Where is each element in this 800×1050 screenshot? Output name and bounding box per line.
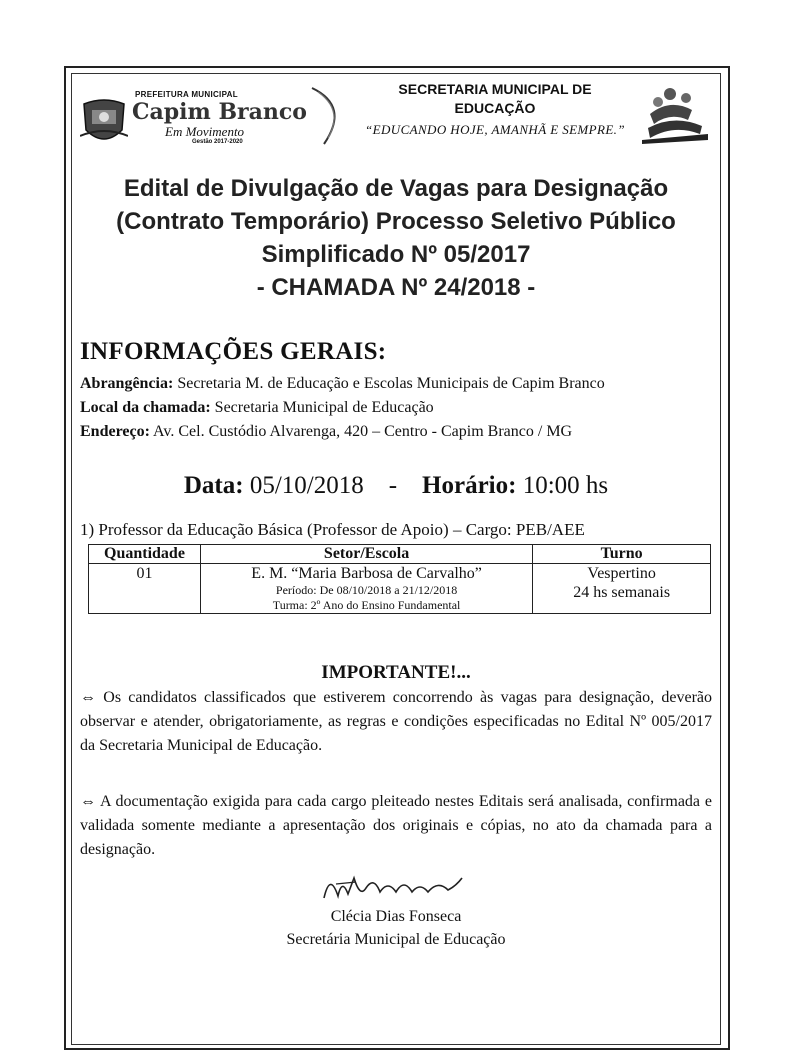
signer-name: Clécia Dias Fonseca (330, 908, 462, 925)
title-line-4: - CHAMADA Nº 24/2018 - (256, 274, 536, 301)
edital-title (76, 172, 716, 304)
vagas-table (88, 544, 711, 614)
swoosh-decoration-icon (310, 86, 350, 156)
prefeitura-logo (80, 86, 340, 166)
carga-horaria: 24 hs semanais (573, 584, 671, 601)
abrangencia-label: Abrangência: (80, 375, 174, 392)
secretaria-line-2: EDUCAÇÃO (454, 100, 536, 116)
city-name: Capim Branco (132, 99, 307, 125)
info-block (80, 372, 605, 444)
table-header-row (89, 545, 711, 564)
abrangencia-value: Secretaria M. de Educação e Escolas Municipais de Capim Branco (177, 375, 605, 392)
city-slogan: Em Movimento (165, 124, 245, 139)
horario-value: 10:00 hs (522, 472, 609, 499)
data-value: 05/10/2018 (249, 472, 364, 499)
title-line-2: (Contrato Temporário) Processo Seletivo Público (116, 208, 676, 235)
header-quantidade: Quantidade (89, 545, 201, 564)
local-label: Local da chamada: (80, 399, 211, 416)
important-paragraph-1 (80, 686, 712, 758)
endereco-line (80, 420, 605, 444)
schedule-separator: - (388, 472, 398, 499)
signer-role: Secretária Municipal de Educação (286, 931, 506, 948)
education-figures-icon (640, 84, 710, 146)
endereco-label: Endereço: (80, 423, 150, 440)
endereco-value: Av. Cel. Custódio Alvarenga, 420 – Centro - Capim Branco / MG (153, 423, 573, 440)
turma-text: Turma: 2º Ano do Ensino Fundamental (272, 598, 461, 612)
important-heading: IMPORTANTE!... (321, 662, 471, 683)
turno-value: Vespertino (587, 565, 656, 582)
cell-turno (533, 564, 711, 614)
secretaria-title (350, 80, 640, 118)
important-paragraph-2 (80, 790, 712, 862)
gestao-label: Gestão 2017-2020 (192, 139, 243, 145)
header-turno: Turno (533, 545, 711, 564)
coat-of-arms-icon (80, 96, 128, 148)
prefeitura-label: PREFEITURA MUNICIPAL (135, 90, 238, 99)
info-heading: INFORMAÇÕES GERAIS: (80, 338, 387, 365)
abrangencia-line (80, 372, 605, 396)
cell-escola (200, 564, 532, 614)
secretaria-motto: “EDUCANDO HOJE, AMANHÃ E SEMPRE.” (365, 122, 625, 137)
handwritten-signature (316, 868, 466, 908)
double-arrow-icon: ⇔ (80, 689, 96, 706)
paragraph-1-text: Os candidatos classificados que estiverem concorrendo às vagas para designação, deverão observar e atender, obrigatoriamente, as regras e condições especificadas no Edital Nº 005/2017 da Secretaria Municipal de Educação. (80, 689, 713, 754)
horario-label: Horário: (422, 472, 517, 499)
table-row (89, 564, 711, 614)
title-line-3: Simplificado Nº 05/2017 (261, 241, 531, 268)
schedule-line (76, 472, 716, 500)
position-title: 1) Professor da Educação Básica (Professor de Apoio) – Cargo: PEB/AEE (80, 520, 585, 539)
title-line-1: Edital de Divulgação de Vagas para Designação (123, 175, 669, 202)
header-setor-escola: Setor/Escola (200, 545, 532, 564)
periodo-text: Período: De 08/10/2018 a 21/12/2018 (275, 583, 458, 597)
double-arrow-icon: ⇔ (80, 793, 96, 810)
local-line (80, 396, 605, 420)
escola-name: E. M. “Maria Barbosa de Carvalho” (251, 565, 482, 582)
cell-quantidade: 01 (89, 564, 201, 614)
local-value: Secretaria Municipal de Educação (214, 399, 434, 416)
paragraph-2-text: A documentação exigida para cada cargo pleiteado nestes Editais será analisada, confirmada e validada somente mediante a apresentação dos originais e cópias, no ato da chamada para a designação. (80, 793, 712, 858)
data-label: Data: (183, 472, 244, 499)
secretaria-line-1: SECRETARIA MUNICIPAL DE (398, 81, 592, 97)
